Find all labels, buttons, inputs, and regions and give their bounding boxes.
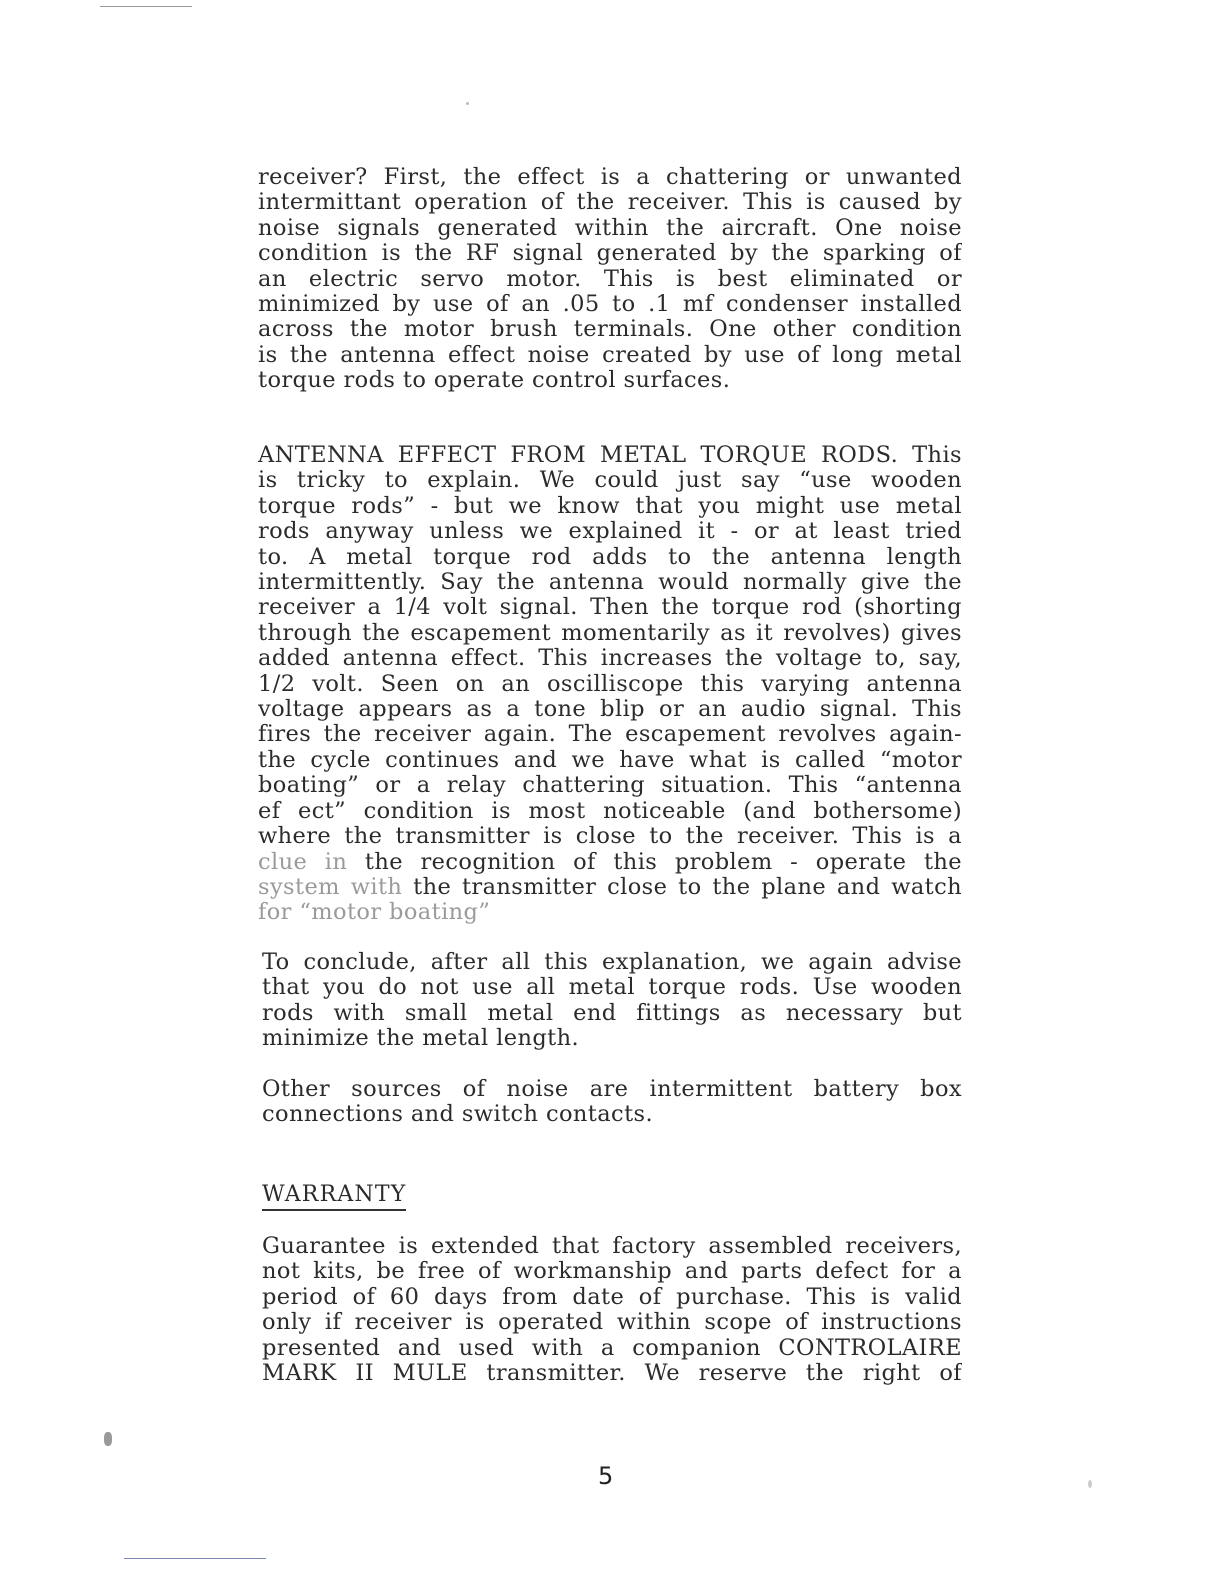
scan-speck: [104, 1432, 112, 1446]
scan-edge-mark-top: [100, 6, 192, 7]
text-line: is the antenna effect noise created by use of long metal: [258, 342, 962, 368]
text-line: only if receiver is operated within scope of instructions: [262, 1310, 962, 1336]
paragraph-conclusion: [262, 950, 962, 1052]
text-line: ANTENNA EFFECT FROM METAL TORQUE RODS. This: [258, 443, 962, 468]
text-line: 1/2 volt. Seen on an oscilliscope this varying antenna: [258, 671, 962, 697]
text-line: to. A metal torque rod adds to the antenna length: [258, 544, 962, 570]
text-line: connections and switch contacts.: [262, 1102, 654, 1128]
scan-edge-mark-bottom: [124, 1558, 266, 1559]
text-line: Guarantee is extended that factory assembled receivers,: [262, 1234, 962, 1259]
text-line: rods anyway unless we explained it - or at least tried: [258, 519, 962, 545]
text-line: rods with small metal end fittings as necessary but: [262, 1000, 962, 1026]
faded-text: clue in: [258, 849, 365, 875]
text-line: [258, 875, 962, 900]
text-line: fires the receiver again. The escapement revolves again-: [258, 722, 962, 748]
section-heading-warranty: WARRANTY: [262, 1182, 406, 1211]
text-line: where the transmitter is close to the receiver. This is a: [258, 824, 962, 850]
text-line: that you do not use all metal torque rods. Use wooden: [262, 975, 962, 1001]
text-line: MARK II MULE transmitter. We reserve the right of: [262, 1361, 962, 1387]
text-line: intermittently. Say the antenna would normally give the: [258, 570, 962, 596]
text-line: for “motor boating”: [258, 900, 491, 926]
text-line: noise signals generated within the aircraft. One noise: [258, 215, 962, 241]
text-line: minimize the metal length.: [262, 1026, 580, 1052]
text-fragment: the recognition of this problem - operate the: [364, 849, 962, 875]
text-line: is tricky to explain. We could just say “use wooden: [258, 468, 962, 494]
text-line: Other sources of noise are intermittent battery box: [262, 1077, 962, 1102]
text-line: the cycle continues and we have what is called “motor: [258, 747, 962, 773]
text-line: across the motor brush terminals. One other condition: [258, 317, 962, 343]
text-line: ef ect” condition is most noticeable (and bothersome): [258, 798, 962, 824]
text-line: not kits, be free of workmanship and parts defect for a: [262, 1259, 962, 1285]
paragraph-antenna-effect: [258, 443, 962, 926]
scan-speck: [466, 102, 469, 105]
text-line: through the escapement momentarily as it revolves) gives: [258, 620, 962, 646]
paragraph-receiver-noise: [258, 165, 962, 394]
text-line: torque rods” - but we know that you might use metal: [258, 493, 962, 519]
paragraph-warranty: [262, 1234, 962, 1386]
scan-speck: [1088, 1480, 1092, 1488]
text-line: receiver? First, the effect is a chattering or unwanted: [258, 165, 962, 190]
text-line: torque rods to operate control surfaces.: [258, 368, 731, 394]
text-line: receiver a 1/4 volt signal. Then the torque rod (shorting: [258, 595, 962, 621]
text-line: an electric servo motor. This is best eliminated or: [258, 266, 962, 292]
text-line: minimized by use of an .05 to .1 mf condenser installed: [258, 292, 962, 318]
text-line: voltage appears as a tone blip or an audio signal. This: [258, 697, 962, 723]
faded-text: system with: [258, 874, 414, 900]
text-line: boating” or a relay chattering situation. This “antenna: [258, 773, 962, 799]
text-line: intermittant operation of the receiver. This is caused by: [258, 190, 962, 216]
text-line: condition is the RF signal generated by the sparking of: [258, 241, 962, 267]
text-line: To conclude, after all this explanation, we again advise: [262, 950, 962, 975]
text-line: [258, 850, 962, 875]
text-fragment: the transmitter close to the plane and watch: [413, 874, 962, 900]
text-line: presented and used with a companion CONTROLAIRE: [262, 1335, 962, 1361]
text-line: added antenna effect. This increases the voltage to, say,: [258, 646, 962, 672]
text-line: period of 60 days from date of purchase. This is valid: [262, 1284, 962, 1310]
page-number: 5: [598, 1462, 614, 1490]
paragraph-other-noise-sources: [262, 1077, 962, 1128]
